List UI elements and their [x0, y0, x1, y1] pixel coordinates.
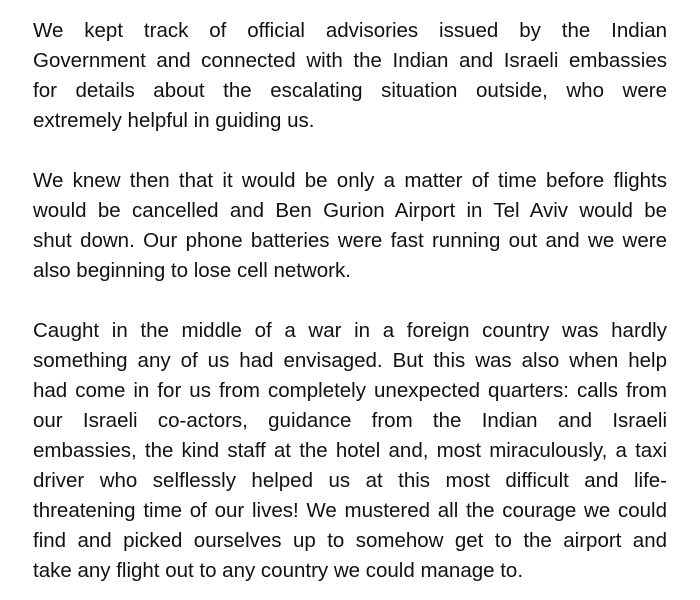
paragraph-line: Government and connected with the Indian and Israeli embassies [33, 49, 667, 72]
paragraph-line: also beginning to lose cell network. [33, 259, 351, 282]
paragraph-line: had come in for us from completely unexpected quarters: calls from [33, 379, 667, 402]
paragraph-line: take any flight out to any country we could manage to. [33, 559, 524, 582]
paragraph-line: something any of us had envisaged. But this was also when help [33, 349, 667, 372]
paragraph-line: our Israeli co-actors, guidance from the Indian and Israeli [33, 409, 667, 432]
paragraph-line: find and picked ourselves up to somehow get to the airport and [33, 529, 667, 552]
paragraph-line: Caught in the middle of a war in a foreign country was hardly [33, 319, 667, 342]
paragraph-line: shut down. Our phone batteries were fast running out and we were [33, 229, 667, 252]
paragraph-line: would be cancelled and Ben Gurion Airport in Tel Aviv would be [33, 199, 667, 222]
paragraph-line: We kept track of official advisories issued by the Indian [33, 19, 667, 42]
paragraph-flights [33, 166, 667, 286]
paragraph-war [33, 316, 667, 586]
paragraph-line: threatening time of our lives! We mustered all the courage we could [33, 499, 667, 522]
paragraph-line: extremely helpful in guiding us. [33, 109, 315, 132]
paragraph-line: We knew then that it would be only a matter of time before flights [33, 169, 667, 192]
paragraph-advisories [33, 16, 667, 136]
paragraph-line: embassies, the kind staff at the hotel and, most miraculously, a taxi [33, 439, 667, 462]
paragraph-line: for details about the escalating situation outside, who were [33, 79, 667, 102]
paragraph-line: driver who selflessly helped us at this most difficult and life- [33, 469, 667, 492]
